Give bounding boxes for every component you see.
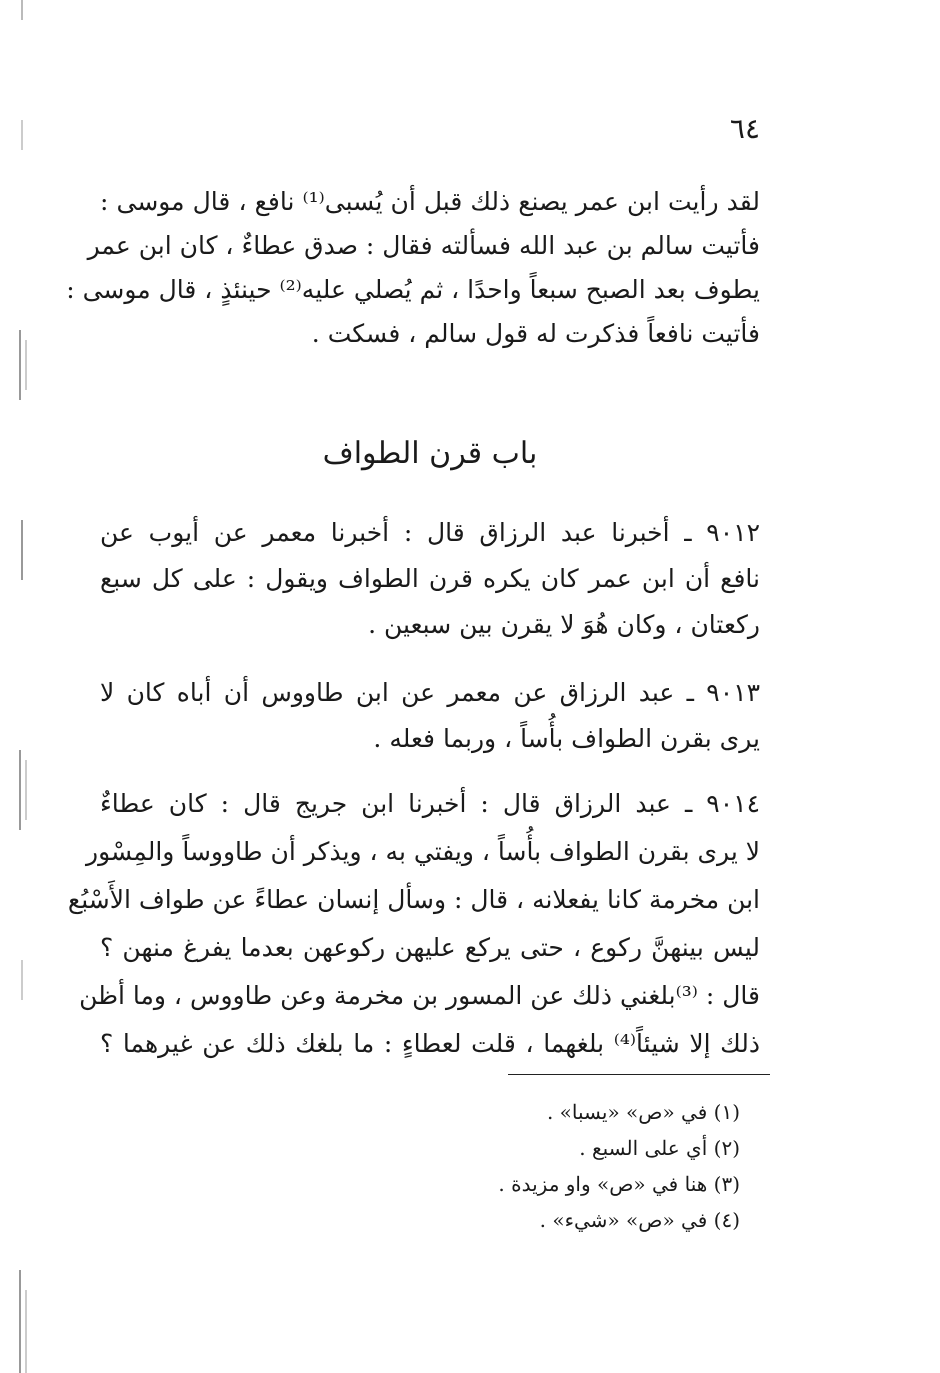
text-line: ليس بينهنَّ ركوع ، حتى يركع عليهن ركوعهن بعدما يفرغ منهن ؟ xyxy=(100,933,760,962)
text-line: فأتيت نافعاً فذكرت له قول سالم ، فسكت . xyxy=(311,319,760,348)
footnote: (٣) هنا في «ص» واو مزيدة . xyxy=(498,1172,740,1196)
hadith-9012 xyxy=(100,510,760,648)
text-line: ٩٠١٢ ـ أخبرنا عبد الرزاق قال : أخبرنا معمر عن أيوب عن xyxy=(100,518,760,547)
text-line: فأتيت سالم بن عبد الله فسألته فقال : صدق عطاءٌ ، كان ابن عمر xyxy=(87,231,760,260)
text-line: لقد رأيت ابن عمر يصنع ذلك قبل أن يُسبى⁽¹⁾ نافع ، قال موسى : xyxy=(100,187,760,216)
footnote: (٢) أي على السبع . xyxy=(579,1136,740,1160)
footnote: (٤) في «ص» «شيء» . xyxy=(539,1208,740,1232)
text-line: ٩٠١٣ ـ عبد الرزاق عن معمر عن ابن طاووس أن أباه كان لا xyxy=(100,678,760,707)
footnote-divider xyxy=(508,1074,770,1075)
footnotes xyxy=(300,1094,740,1238)
text-line: قال : ⁽³⁾بلغني ذلك عن المسور بن مخرمة وعن طاووس ، وما أظن xyxy=(79,981,760,1010)
text-line: نافع أن ابن عمر كان يكره قرن الطواف ويقول : على كل سبع xyxy=(100,564,760,593)
text-line: ركعتان ، وكان هُوَ لا يقرن بين سبعين . xyxy=(368,610,760,639)
intro-paragraph xyxy=(66,180,760,356)
text-line: ذلك إلا شيئاً⁽⁴⁾ بلغهما ، قلت لعطاءٍ : ما بلغك ذلك عن غيرهما ؟ xyxy=(100,1029,761,1058)
hadith-9014 xyxy=(67,780,761,1068)
hadith-9013 xyxy=(100,670,760,762)
text-line: يطوف بعد الصبح سبعاً واحدًا ، ثم يُصلي عليه⁽²⁾ حينئذٍ ، قال موسى : xyxy=(66,275,760,304)
section-heading: باب قرن الطواف xyxy=(322,436,538,471)
text-line: ابن مخرمة كانا يفعلانه ، قال : وسأل إنسان عطاءً عن طواف الأَسْبُع xyxy=(67,885,760,914)
text-line: لا يرى بقرن الطواف بأُساً ، ويفتي به ، ويذكر أن طاووساً والمِسْور xyxy=(86,837,760,866)
page-number: ٦٤ xyxy=(729,112,760,145)
scan-margin-lines xyxy=(0,0,60,1373)
text-line: يرى بقرن الطواف بأُساً ، وربما فعله . xyxy=(373,724,760,753)
text-line: ٩٠١٤ ـ عبد الرزاق قال : أخبرنا ابن جريج قال : كان عطاءٌ xyxy=(100,789,760,818)
footnote: (١) في «ص» «يسبا» . xyxy=(546,1100,740,1124)
